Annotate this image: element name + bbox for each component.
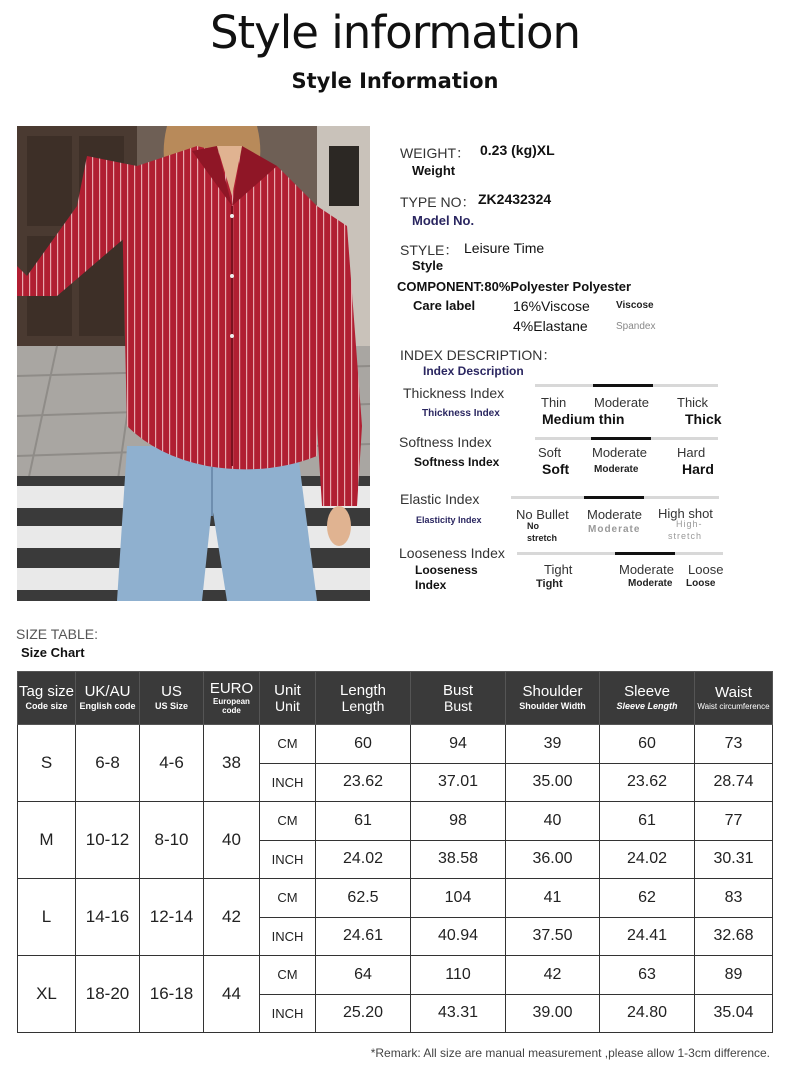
softness-sel-moderate: Moderate: [594, 464, 639, 475]
table-row: [18, 879, 773, 918]
index-description-sub: Index Description: [423, 364, 524, 378]
us-cell: 16-18: [140, 956, 204, 1033]
elastic-sub-high: High-: [676, 519, 703, 529]
uk-cell: 6-8: [76, 725, 140, 802]
shoulder-inch-cell: 35.00: [506, 763, 600, 802]
component-elastane-sub: Spandex: [616, 321, 656, 332]
unit-cm-cell: CM: [260, 879, 316, 918]
elastic-opt-no-bullet: No Bullet: [516, 507, 569, 522]
softness-sel-soft: Soft: [542, 461, 570, 477]
looseness-index-sub: Looseness: [415, 563, 478, 577]
waist-cm-cell: 83: [695, 879, 773, 918]
waist-inch-cell: 35.04: [695, 994, 773, 1033]
softness-opt-hard: Hard: [677, 445, 706, 460]
size-cell: L: [18, 879, 76, 956]
thickness-index-label: Thickness Index: [403, 385, 505, 401]
header-waist: Waist Waist circumference: [695, 672, 773, 725]
euro-cell: 44: [204, 956, 260, 1033]
looseness-opt-moderate: Moderate: [619, 562, 674, 577]
waist-inch-cell: 28.74: [695, 763, 773, 802]
euro-cell: 40: [204, 802, 260, 879]
header-euro: EURO European code: [204, 672, 260, 725]
bust-cm-cell: 98: [411, 802, 506, 841]
thickness-opt-thick: Thick: [677, 395, 709, 410]
length-cm-cell: 60: [316, 725, 411, 764]
bust-cm-cell: 110: [411, 956, 506, 995]
sleeve-inch-cell: 23.62: [600, 763, 695, 802]
bust-cm-cell: 104: [411, 879, 506, 918]
us-cell: 12-14: [140, 879, 204, 956]
looseness-opt-tight: Tight: [544, 562, 573, 577]
thickness-sel-medium-thin: Medium thin: [542, 411, 625, 427]
size-cell: XL: [18, 956, 76, 1033]
unit-cm-cell: CM: [260, 956, 316, 995]
sleeve-inch-cell: 24.80: [600, 994, 695, 1033]
shoulder-inch-cell: 37.50: [506, 917, 600, 956]
us-cell: 4-6: [140, 725, 204, 802]
sleeve-cm-cell: 63: [600, 956, 695, 995]
page-title: Style information: [209, 6, 581, 59]
uk-cell: 14-16: [76, 879, 140, 956]
shoulder-cm-cell: 41: [506, 879, 600, 918]
uk-cell: 18-20: [76, 956, 140, 1033]
shoulder-inch-cell: 36.00: [506, 840, 600, 879]
unit-inch-cell: INCH: [260, 917, 316, 956]
softness-index-label: Softness Index: [399, 434, 492, 450]
page-subtitle: Style Information: [291, 69, 499, 93]
size-chart-label: Size Chart: [21, 645, 85, 660]
component-viscose-sub: Viscose: [616, 300, 654, 311]
looseness-index-label: Looseness Index: [399, 545, 505, 561]
length-cm-cell: 62.5: [316, 879, 411, 918]
thickness-opt-thin: Thin: [541, 395, 567, 410]
sleeve-cm-cell: 60: [600, 725, 695, 764]
looseness-scale-marker: [615, 552, 675, 555]
length-inch-cell: 23.62: [316, 763, 411, 802]
bust-cm-cell: 94: [411, 725, 506, 764]
bust-inch-cell: 38.58: [411, 840, 506, 879]
sleeve-inch-cell: 24.02: [600, 840, 695, 879]
softness-sel-hard: Hard: [682, 461, 714, 477]
length-cm-cell: 61: [316, 802, 411, 841]
component-viscose: 16%Viscose: [513, 298, 590, 314]
table-header-row: [18, 672, 773, 725]
looseness-index-sub-2: Index: [415, 578, 447, 592]
shoulder-inch-cell: 39.00: [506, 994, 600, 1033]
header-bust: Bust Bust: [411, 672, 506, 725]
index-description-label: INDEX DESCRIPTION：: [400, 347, 557, 363]
elastic-sub-no: No: [527, 521, 539, 531]
size-table: [17, 671, 773, 1033]
style-value: Leisure Time: [464, 240, 545, 256]
table-row: [18, 956, 773, 995]
header-shoulder: Shoulder Shoulder Width: [506, 672, 600, 725]
elastic-index-sub: Elasticity Index: [416, 515, 482, 525]
softness-scale-marker: [591, 437, 651, 440]
bust-inch-cell: 40.94: [411, 917, 506, 956]
component-line: COMPONENT:80%Polyester Polyester: [397, 279, 632, 294]
shoulder-cm-cell: 39: [506, 725, 600, 764]
table-row: [18, 802, 773, 841]
euro-cell: 42: [204, 879, 260, 956]
looseness-sel-loose: Loose: [686, 578, 716, 589]
waist-cm-cell: 73: [695, 725, 773, 764]
elastic-sub-stretch: stretch: [527, 533, 558, 543]
weight-sub: Weight: [412, 163, 456, 178]
elastic-opt-moderate: Moderate: [587, 507, 642, 522]
looseness-sel-tight: Tight: [536, 578, 563, 590]
unit-inch-cell: INCH: [260, 763, 316, 802]
sleeve-cm-cell: 61: [600, 802, 695, 841]
softness-opt-soft: Soft: [538, 445, 562, 460]
type-value: ZK2432324: [478, 191, 552, 207]
length-cm-cell: 64: [316, 956, 411, 995]
size-table-label: SIZE TABLE:: [16, 626, 98, 642]
length-inch-cell: 25.20: [316, 994, 411, 1033]
elastic-index-label: Elastic Index: [400, 491, 480, 507]
shoulder-cm-cell: 40: [506, 802, 600, 841]
unit-cm-cell: CM: [260, 802, 316, 841]
header-us: US US Size: [140, 672, 204, 725]
weight-label: WEIGHT：: [400, 145, 470, 161]
unit-inch-cell: INCH: [260, 994, 316, 1033]
unit-cm-cell: CM: [260, 725, 316, 764]
thickness-opt-moderate: Moderate: [594, 395, 649, 410]
header-sleeve: Sleeve Sleeve Length: [600, 672, 695, 725]
sleeve-cm-cell: 62: [600, 879, 695, 918]
style-sub: Style: [412, 258, 444, 273]
header-length: Length Length: [316, 672, 411, 725]
waist-inch-cell: 30.31: [695, 840, 773, 879]
thickness-index-sub: Thickness Index: [422, 408, 500, 419]
softness-index-sub: Softness Index: [414, 455, 500, 469]
style-label: STYLE：: [400, 242, 459, 258]
us-cell: 8-10: [140, 802, 204, 879]
product-photo: [17, 126, 370, 601]
bust-inch-cell: 43.31: [411, 994, 506, 1033]
elastic-scale-marker: [584, 496, 644, 499]
unit-inch-cell: INCH: [260, 840, 316, 879]
softness-opt-moderate: Moderate: [592, 445, 647, 460]
elastic-sub-moderate: Moderate: [588, 524, 641, 535]
type-sub: Model No.: [412, 213, 475, 228]
waist-cm-cell: 89: [695, 956, 773, 995]
waist-cm-cell: 77: [695, 802, 773, 841]
weight-value: 0.23 (kg)XL: [480, 142, 555, 158]
looseness-opt-loose: Loose: [688, 562, 724, 577]
care-label: Care label: [413, 298, 476, 313]
sleeve-inch-cell: 24.41: [600, 917, 695, 956]
length-inch-cell: 24.61: [316, 917, 411, 956]
table-row: [18, 725, 773, 764]
looseness-sel-moderate: Moderate: [628, 578, 673, 589]
size-cell: S: [18, 725, 76, 802]
thickness-scale-marker: [593, 384, 653, 387]
remark-note: *Remark: All size are manual measurement ,please allow 1-3cm difference.: [370, 1046, 770, 1060]
waist-inch-cell: 32.68: [695, 917, 773, 956]
euro-cell: 38: [204, 725, 260, 802]
uk-cell: 10-12: [76, 802, 140, 879]
elastic-opt-high-shot: High shot: [658, 506, 713, 521]
header-uk: UK/AU English code: [76, 672, 140, 725]
size-cell: M: [18, 802, 76, 879]
elastic-sub-high-stretch: stretch: [668, 531, 703, 541]
header-unit: Unit Unit: [260, 672, 316, 725]
component-elastane: 4%Elastane: [513, 318, 588, 334]
bust-inch-cell: 37.01: [411, 763, 506, 802]
type-label: TYPE NO：: [400, 194, 476, 210]
length-inch-cell: 24.02: [316, 840, 411, 879]
header-tag-size: Tag size Code size: [18, 672, 76, 725]
shoulder-cm-cell: 42: [506, 956, 600, 995]
thickness-sel-thick: Thick: [685, 411, 722, 427]
